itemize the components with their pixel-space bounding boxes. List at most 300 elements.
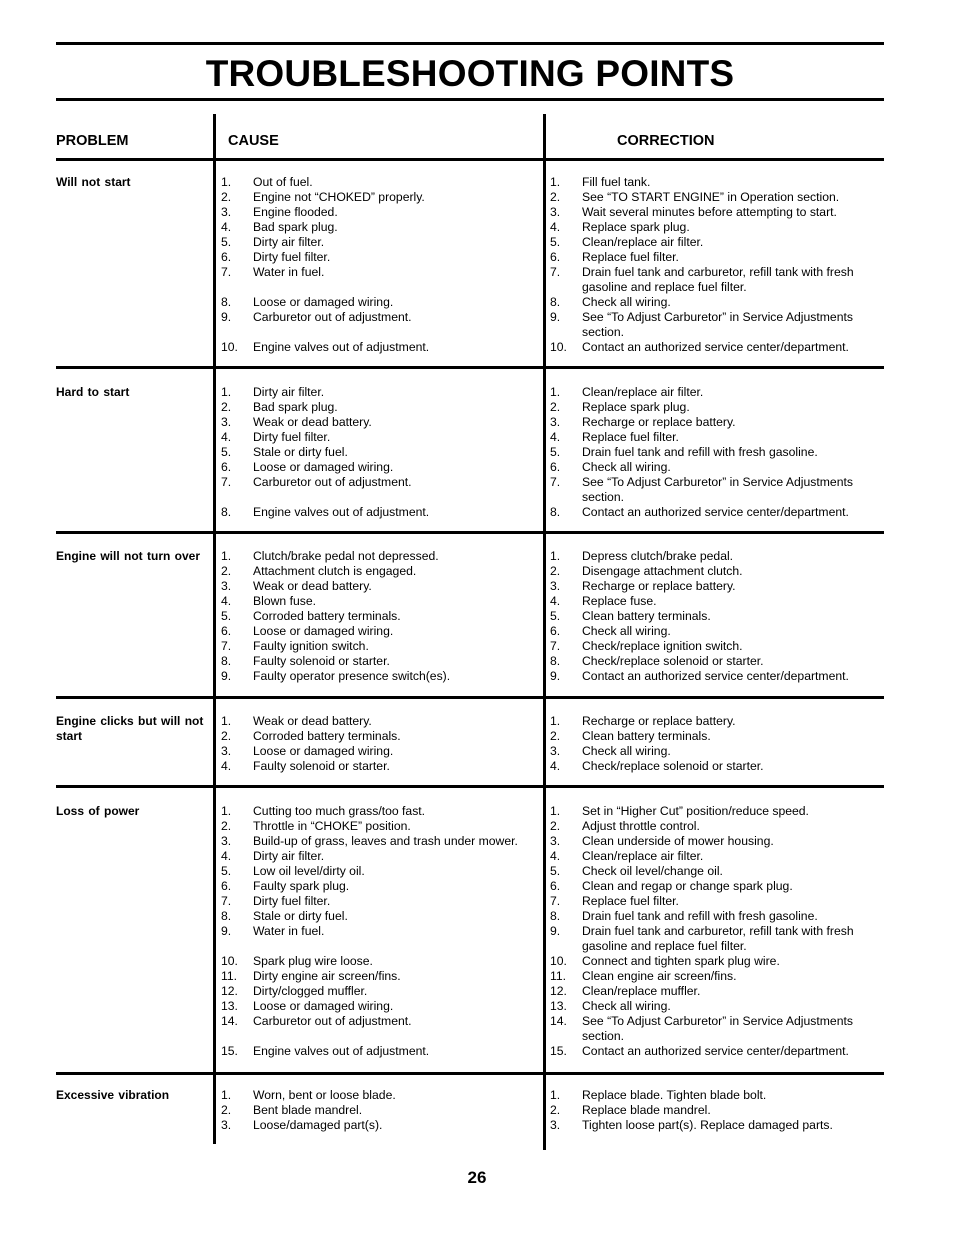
item-number: 3. xyxy=(550,834,561,848)
correction-list xyxy=(550,175,878,355)
item-text: Replace fuel filter. xyxy=(582,250,679,264)
item-text: Bad spark plug. xyxy=(253,220,338,234)
cause-list-item xyxy=(221,175,539,190)
item-number: 2. xyxy=(221,1103,232,1117)
item-text: Cutting too much grass/too fast. xyxy=(253,804,426,818)
item-text: Contact an authorized service center/department. xyxy=(582,340,849,354)
cause-list-item xyxy=(221,744,539,759)
item-number: 1. xyxy=(221,175,232,189)
column-divider-right xyxy=(543,114,546,1150)
item-number: 1. xyxy=(221,804,232,818)
cause-list xyxy=(221,175,539,355)
correction-list xyxy=(550,804,878,1059)
item-text: Check all wiring. xyxy=(582,460,671,474)
cause-list-item xyxy=(221,819,539,834)
item-text: Engine not “CHOKED” properly. xyxy=(253,190,425,204)
cause-list-item xyxy=(221,609,539,624)
item-number: 8. xyxy=(221,909,232,923)
item-number: 15. xyxy=(221,1044,238,1058)
correction-list-item xyxy=(550,445,878,460)
item-number: 5. xyxy=(221,864,232,878)
top-rule xyxy=(56,42,884,45)
cause-list-item xyxy=(221,894,539,909)
item-number: 4. xyxy=(221,849,232,863)
correction-list-item xyxy=(550,385,878,400)
cause-list-item xyxy=(221,729,539,744)
correction-list-item xyxy=(550,969,878,984)
cause-list-item xyxy=(221,445,539,460)
item-text: Loose/damaged part(s). xyxy=(253,1118,383,1132)
header-cause: CAUSE xyxy=(228,133,279,149)
cause-list-item xyxy=(221,265,539,280)
correction-list-item xyxy=(550,909,878,924)
item-text: Recharge or replace battery. xyxy=(582,415,736,429)
cause-list-item xyxy=(221,759,539,774)
item-number: 6. xyxy=(221,460,232,474)
item-text: Loose or damaged wiring. xyxy=(253,624,394,638)
item-number: 5. xyxy=(221,445,232,459)
correction-list-item xyxy=(550,549,878,564)
correction-list-item xyxy=(550,220,878,235)
item-number: 3. xyxy=(221,744,232,758)
cause-list xyxy=(221,804,539,1059)
item-text: See “To Adjust Carburetor” in Service Adjustments section. xyxy=(582,310,853,339)
item-number: 7. xyxy=(221,894,232,908)
cause-list-item xyxy=(221,639,539,654)
item-number: 8. xyxy=(221,295,232,309)
item-text: Clutch/brake pedal not depressed. xyxy=(253,549,439,563)
correction-list-item xyxy=(550,864,878,879)
item-number: 3. xyxy=(221,579,232,593)
item-number: 2. xyxy=(221,190,232,204)
item-text: Faulty ignition switch. xyxy=(253,639,369,653)
item-number: 4. xyxy=(550,594,561,608)
item-text: Bad spark plug. xyxy=(253,400,338,414)
cause-list-item xyxy=(221,564,539,579)
correction-list-item xyxy=(550,759,878,774)
item-number: 7. xyxy=(221,265,232,279)
item-text: Carburetor out of adjustment. xyxy=(253,310,412,324)
problem-label: Loss of power xyxy=(56,804,140,818)
item-text: Engine valves out of adjustment. xyxy=(253,505,430,519)
title-underline xyxy=(56,98,884,101)
item-number: 7. xyxy=(550,475,561,489)
correction-list-item xyxy=(550,804,878,819)
correction-list-item xyxy=(550,1044,878,1059)
item-text: Clean and regap or change spark plug. xyxy=(582,879,793,893)
item-text: See “To Adjust Carburetor” in Service Adjustments section. xyxy=(582,475,853,504)
item-text: Faulty solenoid or starter. xyxy=(253,759,390,773)
item-text: Replace spark plug. xyxy=(582,220,690,234)
correction-list-item xyxy=(550,235,878,250)
correction-list xyxy=(550,1088,878,1133)
item-text: Dirty fuel filter. xyxy=(253,430,331,444)
item-number: 3. xyxy=(550,415,561,429)
correction-list-item xyxy=(550,714,878,729)
item-text: Drain fuel tank and refill with fresh gasoline. xyxy=(582,445,818,459)
cause-list-item xyxy=(221,385,539,400)
item-text: Dirty/clogged muffler. xyxy=(253,984,368,998)
correction-list-item xyxy=(550,295,878,310)
item-text: Replace blade. Tighten blade bolt. xyxy=(582,1088,767,1102)
cause-list-item xyxy=(221,969,539,984)
correction-list-item xyxy=(550,190,878,205)
cause-list-item xyxy=(221,295,539,310)
cause-list-item xyxy=(221,505,539,520)
item-number: 10. xyxy=(550,954,567,968)
correction-list-item xyxy=(550,475,878,505)
item-number: 3. xyxy=(550,744,561,758)
item-number: 7. xyxy=(550,894,561,908)
correction-list-item xyxy=(550,999,878,1014)
item-number: 8. xyxy=(550,909,561,923)
item-text: Bent blade mandrel. xyxy=(253,1103,363,1117)
correction-list-item xyxy=(550,579,878,594)
item-number: 4. xyxy=(221,759,232,773)
item-text: Engine valves out of adjustment. xyxy=(253,340,430,354)
item-number: 13. xyxy=(550,999,567,1013)
section-rule xyxy=(56,696,884,699)
item-text: Clean/replace air filter. xyxy=(582,235,704,249)
item-text: Dirty fuel filter. xyxy=(253,250,331,264)
cause-list-item xyxy=(221,924,539,939)
item-number: 7. xyxy=(221,475,232,489)
cause-list-item xyxy=(221,879,539,894)
correction-list-item xyxy=(550,310,878,340)
item-text: Wait several minutes before attempting to start. xyxy=(582,205,837,219)
item-text: Fill fuel tank. xyxy=(582,175,651,189)
item-text: Faulty solenoid or starter. xyxy=(253,654,390,668)
item-text: Check all wiring. xyxy=(582,999,671,1013)
correction-list-item xyxy=(550,624,878,639)
item-number: 8. xyxy=(550,295,561,309)
cause-list-item xyxy=(221,205,539,220)
item-number: 1. xyxy=(221,549,232,563)
item-number: 3. xyxy=(221,834,232,848)
item-number: 10. xyxy=(221,340,238,354)
item-number: 6. xyxy=(221,624,232,638)
item-number: 1. xyxy=(550,714,561,728)
item-number: 5. xyxy=(221,235,232,249)
correction-list-item xyxy=(550,669,878,684)
item-number: 7. xyxy=(221,639,232,653)
correction-list-item xyxy=(550,460,878,475)
item-text: Clean engine air screen/fins. xyxy=(582,969,737,983)
item-text: Engine valves out of adjustment. xyxy=(253,1044,430,1058)
item-number: 6. xyxy=(221,250,232,264)
section-rule xyxy=(56,366,884,369)
correction-list-item xyxy=(550,430,878,445)
item-number: 9. xyxy=(550,669,561,683)
item-number: 8. xyxy=(221,505,232,519)
correction-list-item xyxy=(550,894,878,909)
correction-list-item xyxy=(550,819,878,834)
cause-list-item xyxy=(221,430,539,445)
item-number: 1. xyxy=(550,804,561,818)
correction-list xyxy=(550,385,878,520)
item-text: Weak or dead battery. xyxy=(253,415,372,429)
item-number: 2. xyxy=(221,819,232,833)
cause-list-item xyxy=(221,1103,539,1118)
item-text: Faulty operator presence switch(es). xyxy=(253,669,451,683)
header-problem: PROBLEM xyxy=(56,133,129,149)
item-number: 7. xyxy=(550,639,561,653)
cause-list-item xyxy=(221,1118,539,1133)
item-text: Connect and tighten spark plug wire. xyxy=(582,954,780,968)
cause-list-item xyxy=(221,1014,539,1029)
item-number: 1. xyxy=(221,385,232,399)
item-number: 5. xyxy=(550,445,561,459)
item-text: Loose or damaged wiring. xyxy=(253,295,394,309)
correction-list-item xyxy=(550,175,878,190)
item-text: Weak or dead battery. xyxy=(253,579,372,593)
item-text: Check oil level/change oil. xyxy=(582,864,723,878)
page-title: TROUBLESHOOTING POINTS xyxy=(205,53,735,94)
cause-list-item xyxy=(221,669,539,684)
cause-list-item xyxy=(221,999,539,1014)
item-number: 2. xyxy=(550,400,561,414)
correction-list-item xyxy=(550,1103,878,1118)
item-text: Engine flooded. xyxy=(253,205,338,219)
item-number: 6. xyxy=(550,460,561,474)
correction-list-item xyxy=(550,205,878,220)
item-text: Blown fuse. xyxy=(253,594,317,608)
correction-list-item xyxy=(550,744,878,759)
item-text: Drain fuel tank and carburetor, refill tank with fresh gasoline and replace fuel filter. xyxy=(582,924,854,953)
item-text: Carburetor out of adjustment. xyxy=(253,1014,412,1028)
item-text: Clean battery terminals. xyxy=(582,609,711,623)
item-text: Dirty air filter. xyxy=(253,235,325,249)
correction-list-item xyxy=(550,639,878,654)
cause-list xyxy=(221,385,539,520)
correction-list-item xyxy=(550,834,878,849)
item-text: Loose or damaged wiring. xyxy=(253,744,394,758)
item-number: 2. xyxy=(550,1103,561,1117)
correction-list-item xyxy=(550,594,878,609)
item-number: 15. xyxy=(550,1044,567,1058)
item-number: 4. xyxy=(550,849,561,863)
item-text: Loose or damaged wiring. xyxy=(253,999,394,1013)
item-text: Dirty air filter. xyxy=(253,385,325,399)
item-number: 3. xyxy=(221,205,232,219)
item-text: Check/replace ignition switch. xyxy=(582,639,743,653)
item-number: 4. xyxy=(550,220,561,234)
item-number: 4. xyxy=(550,430,561,444)
cause-list-item xyxy=(221,549,539,564)
item-number: 8. xyxy=(550,505,561,519)
item-text: Drain fuel tank and refill with fresh gasoline. xyxy=(582,909,818,923)
item-text: See “TO START ENGINE” in Operation section. xyxy=(582,190,840,204)
item-number: 14. xyxy=(221,1014,238,1028)
item-number: 5. xyxy=(550,235,561,249)
correction-list-item xyxy=(550,654,878,669)
correction-list-item xyxy=(550,564,878,579)
cause-list-item xyxy=(221,340,539,355)
correction-list xyxy=(550,549,878,684)
cause-list-item xyxy=(221,984,539,999)
cause-list-item xyxy=(221,415,539,430)
item-text: Clean/replace air filter. xyxy=(582,385,704,399)
item-text: Clean/replace air filter. xyxy=(582,849,704,863)
cause-list-item xyxy=(221,834,539,849)
item-number: 9. xyxy=(221,310,232,324)
cause-list-item xyxy=(221,909,539,924)
cause-list-item xyxy=(221,594,539,609)
item-number: 13. xyxy=(221,999,238,1013)
item-text: Attachment clutch is engaged. xyxy=(253,564,417,578)
item-number: 2. xyxy=(221,729,232,743)
item-number: 3. xyxy=(221,1118,232,1132)
item-number: 8. xyxy=(550,654,561,668)
correction-list-item xyxy=(550,265,878,295)
item-number: 6. xyxy=(550,624,561,638)
item-number: 4. xyxy=(550,759,561,773)
item-number: 3. xyxy=(221,415,232,429)
cause-list-item xyxy=(221,310,539,325)
item-number: 2. xyxy=(221,564,232,578)
column-divider-left xyxy=(213,114,216,1144)
cause-list-item xyxy=(221,954,539,969)
correction-list-item xyxy=(550,729,878,744)
item-text: Throttle in “CHOKE” position. xyxy=(253,819,411,833)
correction-list-item xyxy=(550,1118,878,1133)
cause-list-item xyxy=(221,400,539,415)
item-text: Replace fuel filter. xyxy=(582,894,679,908)
item-text: Tighten loose part(s). Replace damaged parts. xyxy=(582,1118,833,1132)
item-number: 1. xyxy=(550,549,561,563)
item-text: Weak or dead battery. xyxy=(253,714,372,728)
item-number: 11. xyxy=(221,969,238,983)
correction-list xyxy=(550,714,878,774)
item-text: Adjust throttle control. xyxy=(582,819,700,833)
item-number: 5. xyxy=(550,609,561,623)
problem-label: Excessive vibration xyxy=(56,1088,170,1102)
item-text: Spark plug wire loose. xyxy=(253,954,373,968)
correction-list-item xyxy=(550,984,878,999)
item-text: Contact an authorized service center/department. xyxy=(582,1044,849,1058)
cause-list-item xyxy=(221,849,539,864)
correction-list-item xyxy=(550,609,878,624)
cause-list xyxy=(221,549,539,684)
cause-list xyxy=(221,714,539,774)
item-number: 8. xyxy=(221,654,232,668)
problem-label: Hard to start xyxy=(56,385,130,399)
item-text: Loose or damaged wiring. xyxy=(253,460,394,474)
item-number: 1. xyxy=(550,1088,561,1102)
item-number: 1. xyxy=(221,1088,232,1102)
item-number: 1. xyxy=(550,385,561,399)
item-text: Clean/replace muffler. xyxy=(582,984,701,998)
cause-list-item xyxy=(221,220,539,235)
item-text: Check/replace solenoid or starter. xyxy=(582,759,764,773)
item-number: 2. xyxy=(550,564,561,578)
correction-list-item xyxy=(550,954,878,969)
item-text: Out of fuel. xyxy=(253,175,313,189)
cause-list-item xyxy=(221,714,539,729)
item-number: 3. xyxy=(550,1118,561,1132)
item-number: 1. xyxy=(550,175,561,189)
section-rule xyxy=(56,785,884,788)
item-number: 2. xyxy=(221,400,232,414)
item-text: Stale or dirty fuel. xyxy=(253,445,348,459)
item-text: Stale or dirty fuel. xyxy=(253,909,348,923)
problem-label: Engine clicks but will not start xyxy=(56,714,204,743)
page-number: 26 xyxy=(467,1168,487,1187)
item-number: 4. xyxy=(221,594,232,608)
item-number: 4. xyxy=(221,220,232,234)
cause-list-item xyxy=(221,804,539,819)
cause-list-item xyxy=(221,654,539,669)
cause-list-item xyxy=(221,475,539,490)
problem-label: Will not start xyxy=(56,175,131,189)
correction-list-item xyxy=(550,250,878,265)
item-number: 6. xyxy=(550,879,561,893)
item-number: 3. xyxy=(550,579,561,593)
item-text: Clean battery terminals. xyxy=(582,729,711,743)
item-number: 1. xyxy=(221,714,232,728)
item-text: Low oil level/dirty oil. xyxy=(253,864,365,878)
item-text: Water in fuel. xyxy=(253,265,325,279)
item-text: Dirty air filter. xyxy=(253,849,325,863)
correction-list-item xyxy=(550,415,878,430)
item-text: Disengage attachment clutch. xyxy=(582,564,743,578)
item-number: 6. xyxy=(221,879,232,893)
item-number: 4. xyxy=(221,430,232,444)
item-text: Contact an authorized service center/department. xyxy=(582,505,849,519)
item-number: 9. xyxy=(221,924,232,938)
item-text: Check/replace solenoid or starter. xyxy=(582,654,764,668)
item-text: Faulty spark plug. xyxy=(253,879,350,893)
header-rule xyxy=(56,158,884,161)
item-number: 5. xyxy=(221,609,232,623)
header-correction: CORRECTION xyxy=(617,133,715,149)
item-number: 2. xyxy=(550,819,561,833)
problem-label: Engine will not turn over xyxy=(56,549,201,563)
correction-list-item xyxy=(550,1014,878,1044)
cause-list-item xyxy=(221,1088,539,1103)
cause-list-item xyxy=(221,235,539,250)
correction-list-item xyxy=(550,340,878,355)
item-text: Contact an authorized service center/department. xyxy=(582,669,849,683)
item-text: Worn, bent or loose blade. xyxy=(253,1088,396,1102)
item-text: See “To Adjust Carburetor” in Service Adjustments section. xyxy=(582,1014,853,1043)
cause-list-item xyxy=(221,864,539,879)
item-text: Corroded battery terminals. xyxy=(253,729,401,743)
correction-list-item xyxy=(550,505,878,520)
item-text: Check all wiring. xyxy=(582,744,671,758)
cause-list-item xyxy=(221,250,539,265)
cause-list-item xyxy=(221,460,539,475)
correction-list-item xyxy=(550,1088,878,1103)
item-text: Depress clutch/brake pedal. xyxy=(582,549,734,563)
item-text: Clean underside of mower housing. xyxy=(582,834,774,848)
item-text: Check all wiring. xyxy=(582,624,671,638)
item-text: Replace fuse. xyxy=(582,594,657,608)
item-text: Check all wiring. xyxy=(582,295,671,309)
item-text: Set in “Higher Cut” position/reduce speed. xyxy=(582,804,809,818)
cause-list-item xyxy=(221,1044,539,1059)
item-number: 10. xyxy=(221,954,238,968)
item-number: 2. xyxy=(550,190,561,204)
correction-list-item xyxy=(550,924,878,954)
item-text: Dirty engine air screen/fins. xyxy=(253,969,401,983)
item-number: 9. xyxy=(550,310,561,324)
item-number: 9. xyxy=(550,924,561,938)
item-text: Water in fuel. xyxy=(253,924,325,938)
item-text: Dirty fuel filter. xyxy=(253,894,331,908)
section-rule xyxy=(56,531,884,534)
item-text: Replace blade mandrel. xyxy=(582,1103,711,1117)
